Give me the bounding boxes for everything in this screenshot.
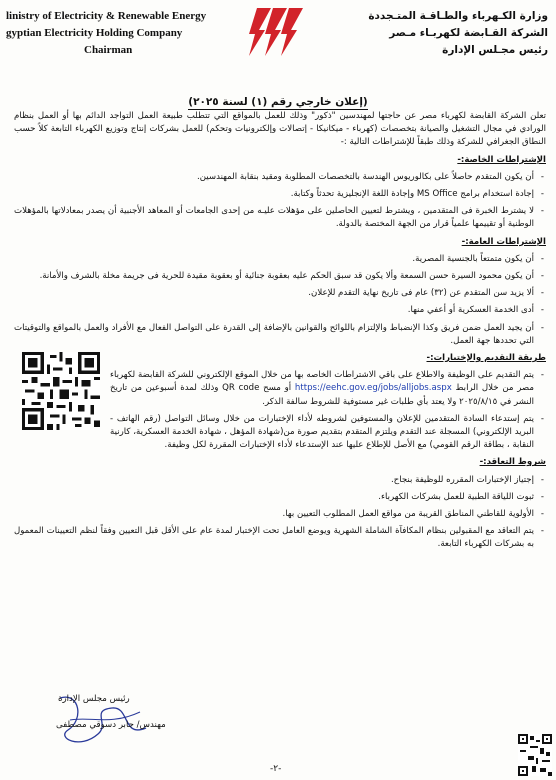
small-qr-code — [518, 734, 552, 776]
contract-item: - الأولوية للقاطني المناطق القريبة من مواقع العمل المطلوب التعيين بها. — [14, 508, 546, 521]
general-item: - أن يكون متمتعاً بالجنسية المصرية. — [14, 253, 546, 266]
contract-item: - ثبوت اللياقة الطبية للعمل بشركات الكهرباء. — [14, 491, 546, 504]
special-item: - لا يشترط الخبرة فى المتقدمين ، ويشترط لتعيين الحاصلين على مؤهلات عليـه من إحدى الجامعات أو المعاهد الأجنبية أن يصدر بمعادلاتها بالمؤهلات الوطنية أو تقييمها علمياً قرار من الجهة المختصة بالدولة. — [14, 205, 546, 231]
company-name-ar: الشركة القـابضة لكهربـاء مـصر — [389, 27, 548, 39]
general-item: - ألا يزيد سن المتقدم عن (٣٢) عام فى تاريخ نهاية التقدم للإعلان. — [14, 287, 546, 300]
signature-title: رئيس مجلس الإدارة — [58, 694, 130, 704]
ministry-name-ar: وزارة الكـهرباء والطـاقـة المتـجددة — [368, 10, 548, 22]
apply-item-tests: - يتم إستدعاء السادة المتقدمين للإعلان والمستوفين لشروطه لأداء الإختبارات من خلال وسائل التواصل (رقم الهاتف - البريد الإلكتروني) المسجلة عند التقدم ويلتزم المتقدم بتقديم صورة من(شهادة المؤهل ، شهادة الخدمة العسكرية، كارنية النقابة ، بطاقة الرقم القومي) مع الأصل للإطلاع عليها عند الإستدعاء لأداء الإختبارات المقررة لكل وظيفة. — [14, 413, 546, 453]
general-item: - أن يكون محمود السيرة حسن السمعة وألا يكون قد سبق الحكم عليه بعقوبة جنائية أو بعقوبة مقيدة للحرية فى جريمة مخلة بالشرف والأمانة. — [14, 270, 546, 283]
company-name-en: gyptian Electricity Holding Company — [6, 27, 183, 39]
ministry-name-en: linistry of Electricity & Renewable Energy — [6, 10, 207, 22]
general-item: - أدى الخدمة العسكرية أو أعفي منها. — [14, 304, 546, 317]
header-english — [6, 8, 221, 59]
announcement-body — [14, 110, 546, 552]
contract-item: - يتم التعاقد مع المقبولين بنظام المكافآة الشاملة الشهرية ويوضع العامل تحت الإختبار لمدة عام على الأقل قبل التعيين وفقاً لنظم التعيينات المعمول به بشركات الكهرباء التابعة. — [14, 525, 546, 551]
jobs-link[interactable]: https://eehc.gov.eg/jobs/alljobs.aspx — [294, 383, 452, 394]
general-item: - أن يجيد العمل ضمن فريق وكذا الإنضباط والإلتزام باللوائح والقوانين بالإضافة إلى القدرة على التواصل الفعال مع الأفراد والعمل بالمواقع والتوقيتات التي تحددها جهة العمل. — [14, 322, 546, 348]
special-item: - إجادة استخدام برامج MS Office وإجادة اللغة الإنجليزية تحدثاً وكتابة. — [14, 188, 546, 201]
signature-name: مهندس/ جابر دسوقي مصطفى — [56, 720, 166, 730]
apply-item-online: - يتم التقديم على الوظيفة والاطلاع على باقي الاشتراطات الخاصه بها من خلال الموقع الإلكتروني للشركة القابضة لكهرباء مصر من خلال الرابط https://eehc.gov.eg/jobs/alljobs.aspx أو مسح QR code وذلك لمدة أسبوعين من تاريخ النشر في ٢٠٢٥/٨/١٥ ولا يعتد بأي طلبات غير مستوفية للشروط سالفة الذكر. — [14, 369, 546, 409]
contract-item: - إجتياز الإختبارات المقرره للوظيفة بنجاح. — [14, 474, 546, 487]
chairman-ar: رئيس مجـلس الإدارة — [442, 44, 548, 56]
intro-paragraph: تعلن الشركة القابضة لكهرباء مصر عن حاجتها لمهندسين "ذكور" وذلك للعمل بالمواقع التي تتطلب طبيعة العمل التواجد الدائم بها أو العمل بنظام الورادي في مجال التشغيل والصيانة بتخصصات (كهرباء - ميكانيكا - إتصالات وإلكترونيات وتحكم) للعمل بشركات إنتاج وتوزيع الكهرباء التابعة كلاً حسب النطاق الجغرافي للشركة وذلك طبقاً للإشتراطات التالية :- — [14, 111, 546, 148]
chairman-en: Chairman — [84, 44, 133, 56]
page-number: -٢- — [270, 764, 282, 774]
special-conditions-heading: الإشتراطات الخاصة:- — [457, 154, 546, 165]
apply-heading: طريقة التقديم والإختبارات:- — [426, 353, 546, 364]
general-conditions-heading: الإشتراطات العامة:- — [461, 236, 546, 247]
announcement-title: (إعلان خارجي رقم (١) لسنة ٢٠٢٥) — [188, 96, 368, 108]
contract-heading: شروط التعاقد:- — [479, 457, 546, 468]
special-item: - أن يكون المتقدم حاصلاً على بكالوريوس الهندسة بالتخصصات المطلوبة ومقيد بنقابة المهندسين. — [14, 171, 546, 184]
header-arabic — [348, 8, 548, 59]
company-logo — [243, 6, 307, 58]
